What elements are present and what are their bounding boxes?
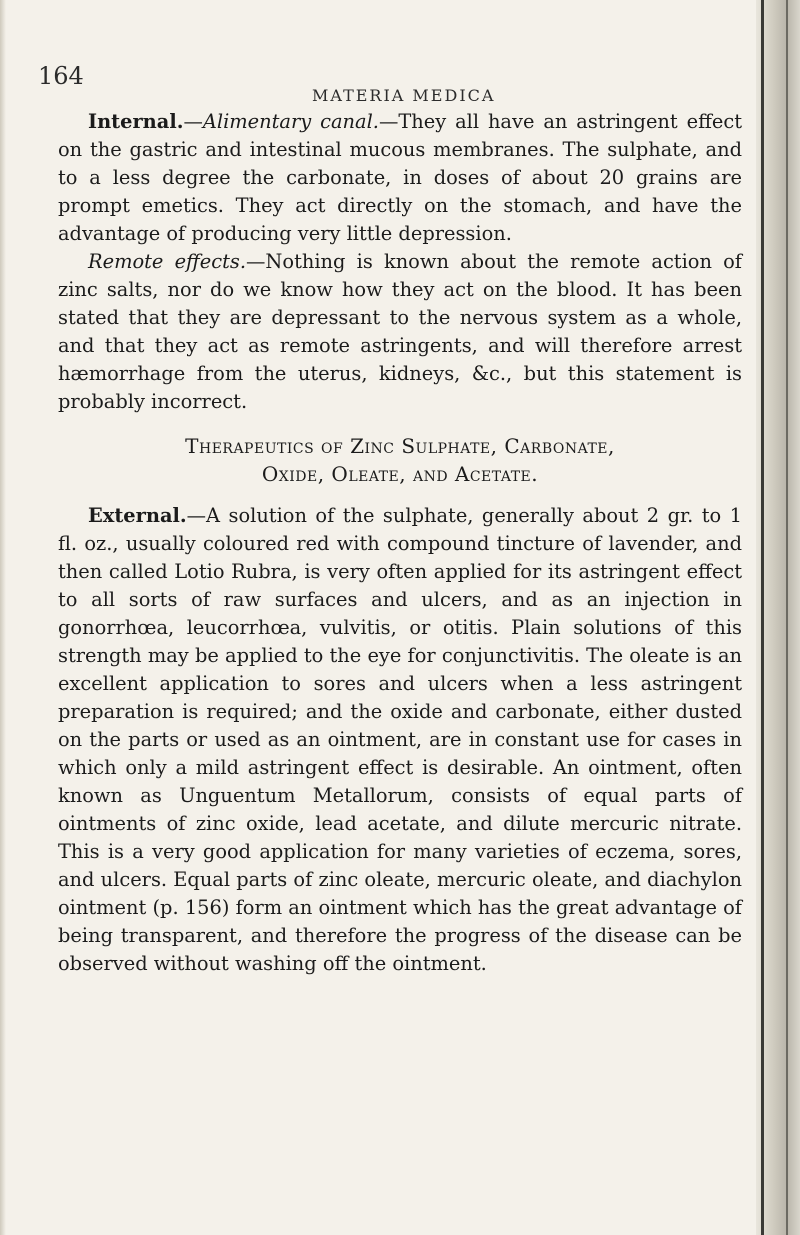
paragraph-remote-effects — [58, 248, 742, 416]
paragraph-external-body: —A solution of the sulphate, generally about 2 gr. to 1 fl. oz., usually coloured red with compound tincture of lavender, and then called Lotio Rubra, is very often applied for its astringent effect to all sorts of raw surfaces and ulcers, and as an injection in gonorrhœa, leucorrhœa, vulvitis, or otitis. Plain solutions of this strength may be applied to the eye for conjunctivitis. The oleate is an excellent application to sores and ulcers when a less astringent preparation is required; and the oxide and carbonate, either dusted on the parts or used as an ointment, are in constant use for cases in which only a mild astringent effect is desirable. An ointment, often known as Unguentum Metallorum, consists of equal parts of ointments of zinc oxide, lead acetate, and dilute mercuric nitrate. This is a very good application for many varieties of eczema, sores, and ulcers. Equal parts of zinc oleate, mercuric oleate, and diachylon ointment (p. 156) form an ointment which has the great advantage of being transparent, and therefore the progress of the disease can be observed without washing off the ointment. — [58, 504, 742, 975]
paragraph-external — [58, 502, 742, 978]
binding-edge-line — [786, 0, 788, 1235]
subject-alimentary-canal: Alimentary canal. — [202, 110, 379, 133]
page-number: 164 — [38, 62, 84, 90]
section-heading-line1: Therapeutics of Zinc Sulphate, Carbonate, — [185, 434, 615, 458]
body-text — [58, 108, 742, 978]
lead-external: External. — [88, 504, 187, 527]
page-header — [30, 62, 750, 105]
section-heading — [58, 432, 742, 488]
dash: — — [183, 110, 203, 133]
running-head: MATERIA MEDICA — [312, 86, 496, 105]
section-heading-line2: Oxide, Oleate, and Acetate. — [261, 462, 539, 486]
paragraph-remote-body: —Nothing is known about the remote action of zinc salts, nor do we know how they act on the blood. It has been stated that they are depressant to the nervous system as a whole, and that they act as remote astringents, and will therefore arrest hæmorrhage from the uterus, kidneys, &c., but this statement is probably incorrect. — [58, 250, 742, 413]
paragraph-internal-body: —They all have an astringent effect on the gastric and intestinal mucous membranes. The sulphate, and to a less degree the carbonate, in doses of about 20 grains are prompt emetics. They act directly on the stomach, and have the advantage of producing very little depression. — [58, 110, 742, 245]
subject-remote-effects: Remote effects. — [88, 250, 247, 273]
paragraph-internal — [58, 108, 742, 248]
lead-internal: Internal. — [88, 110, 184, 133]
page-left-edge — [0, 0, 6, 1235]
binding-shadow-line — [761, 0, 764, 1235]
